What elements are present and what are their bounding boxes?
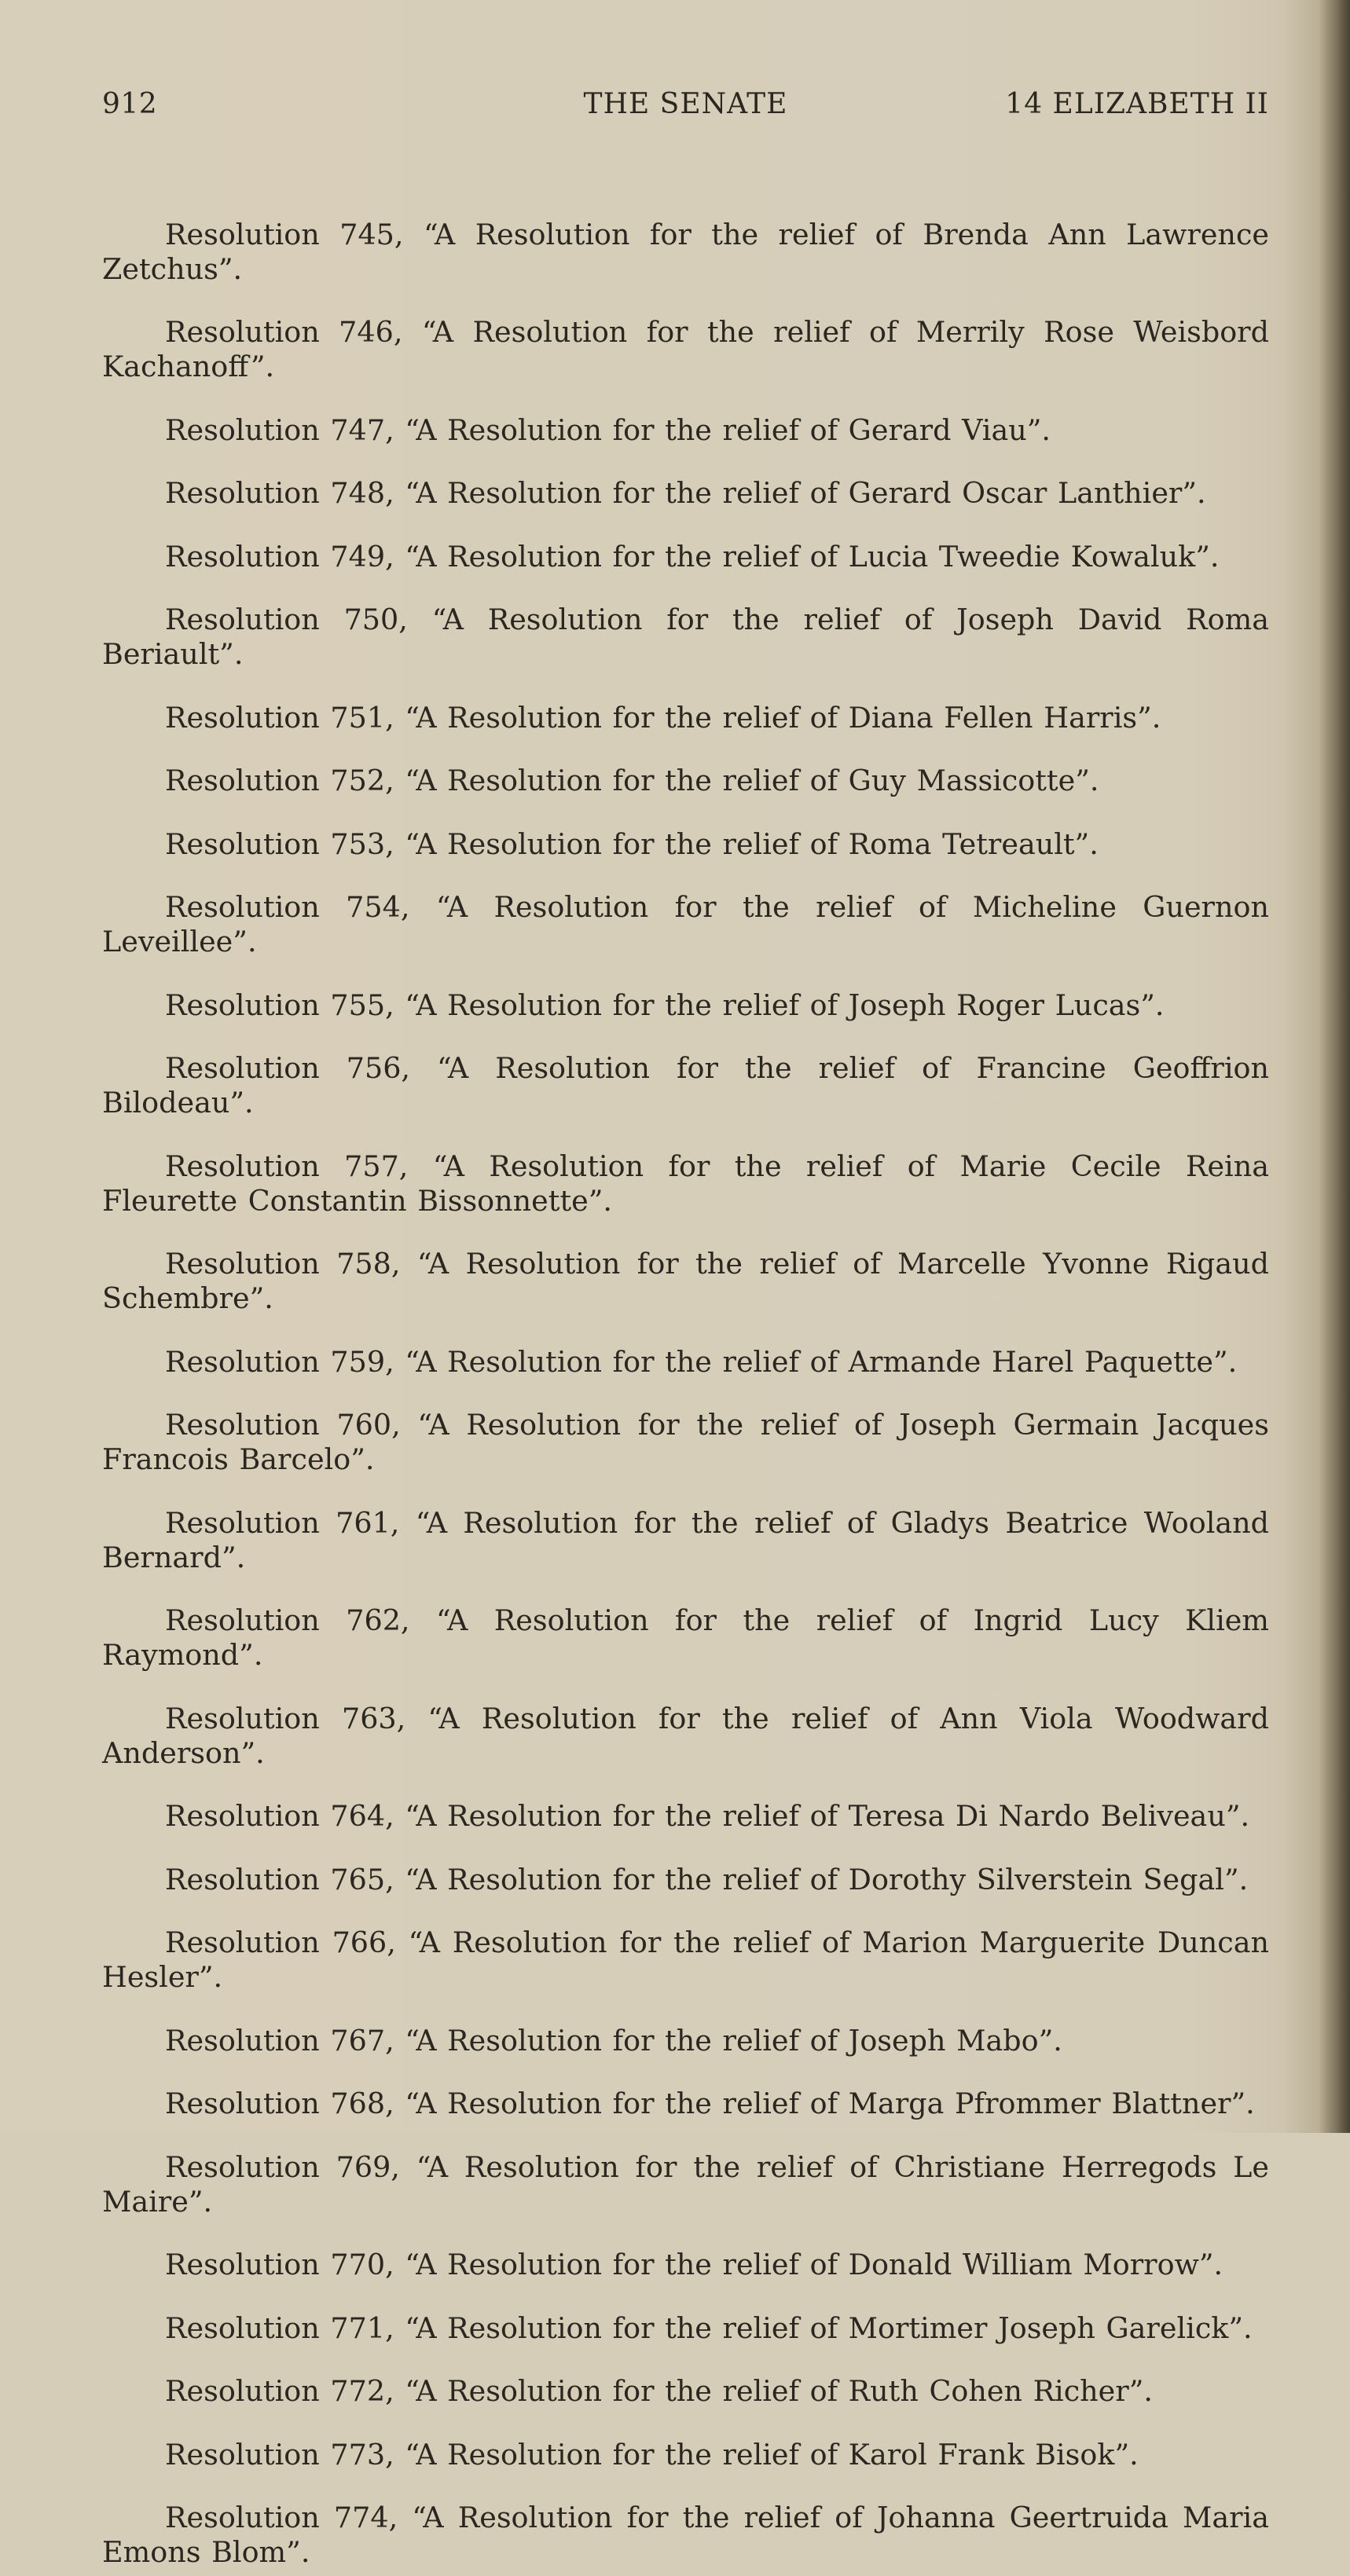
resolution-entry: Resolution 753, “A Resolution for the relief of Roma Tetreault”. <box>165 826 1099 861</box>
running-head <box>102 88 1269 127</box>
resolution-entry: Resolution 750, “A Resolution for the relief of Joseph David Roma Beriault”. <box>102 603 1269 671</box>
resolution-entry: Resolution 771, “A Resolution for the relief of Mortimer Joseph Garelick”. <box>165 2310 1253 2345</box>
resolution-entry: Resolution 756, “A Resolution for the relief of Francine Geoffrion Bilodeau”. <box>102 1051 1269 1119</box>
resolution-entry: Resolution 762, “A Resolution for the relief of Ingrid Lucy Kliem Raymond”. <box>102 1603 1269 1672</box>
resolution-entry: Resolution 765, “A Resolution for the relief of Dorothy Silverstein Segal”. <box>165 1862 1249 1896</box>
resolution-entry: Resolution 748, “A Resolution for the relief of Gerard Oscar Lanthier”. <box>165 476 1206 510</box>
resolution-entry: Resolution 761, “A Resolution for the relief of Gladys Beatrice Wooland Bernard”. <box>102 1505 1269 1574</box>
resolution-entry: Resolution 754, “A Resolution for the relief of Micheline Guernon Leveillee”. <box>102 890 1269 958</box>
resolution-entry: Resolution 770, “A Resolution for the relief of Donald William Morrow”. <box>165 2248 1223 2281</box>
resolution-entry: Resolution 774, “A Resolution for the relief of Johanna Geertruida Maria Emons Blom”. <box>102 2501 1269 2569</box>
resolution-entry: Resolution 758, “A Resolution for the relief of Marcelle Yvonne Rigaud Schembre”. <box>102 1247 1269 1315</box>
resolution-entry: Resolution 766, “A Resolution for the relief of Marion Marguerite Duncan Hesler”. <box>102 1926 1269 1994</box>
resolution-list <box>102 189 1269 2576</box>
resolution-entry: Resolution 763, “A Resolution for the relief of Ann Viola Woodward Anderson”. <box>102 1701 1269 1770</box>
resolution-entry: Resolution 749, “A Resolution for the relief of Lucia Tweedie Kowaluk”. <box>165 539 1220 573</box>
resolution-entry: Resolution 755, “A Resolution for the relief of Joseph Roger Lucas”. <box>165 988 1165 1022</box>
resolution-entry: Resolution 759, “A Resolution for the relief of Armande Harel Paquette”. <box>165 1344 1238 1379</box>
resolution-entry: Resolution 764, “A Resolution for the relief of Teresa Di Nardo Beliveau”. <box>165 1799 1250 1833</box>
resolution-entry: Resolution 746, “A Resolution for the relief of Merrily Rose Weisbord Kachanoff”. <box>102 315 1269 383</box>
resolution-entry: Resolution 767, “A Resolution for the relief of Joseph Mabo”. <box>165 2023 1062 2058</box>
resolution-entry: Resolution 760, “A Resolution for the relief of Joseph Germain Jacques Francois Barcelo”. <box>102 1408 1269 1476</box>
resolution-entry: Resolution 773, “A Resolution for the relief of Karol Frank Bisok”. <box>165 2437 1139 2472</box>
resolution-entry: Resolution 757, “A Resolution for the relief of Marie Cecile Reina Fleurette Constantin Bissonnette”. <box>102 1149 1269 1218</box>
resolution-entry: Resolution 747, “A Resolution for the relief of Gerard Viau”. <box>165 412 1051 447</box>
resolution-entry: Resolution 768, “A Resolution for the relief of Marga Pfrommer Blattner”. <box>165 2087 1255 2120</box>
page-title: THE SENATE <box>583 88 788 120</box>
resolution-entry: Resolution 772, “A Resolution for the relief of Ruth Cohen Richer”. <box>165 2374 1153 2408</box>
regnal-year: 14 ELIZABETH II <box>1005 88 1269 120</box>
resolution-entry: Resolution 745, “A Resolution for the relief of Brenda Ann Lawrence Zetchus”. <box>102 217 1269 286</box>
page-binding-shadow <box>1319 0 1350 2133</box>
resolution-entry: Resolution 752, “A Resolution for the relief of Guy Massicotte”. <box>165 764 1099 797</box>
resolution-entry: Resolution 751, “A Resolution for the relief of Diana Fellen Harris”. <box>165 700 1161 735</box>
page-number: 912 <box>102 88 158 120</box>
resolution-entry: Resolution 769, “A Resolution for the relief of Christiane Herregods Le Maire”. <box>102 2149 1269 2219</box>
